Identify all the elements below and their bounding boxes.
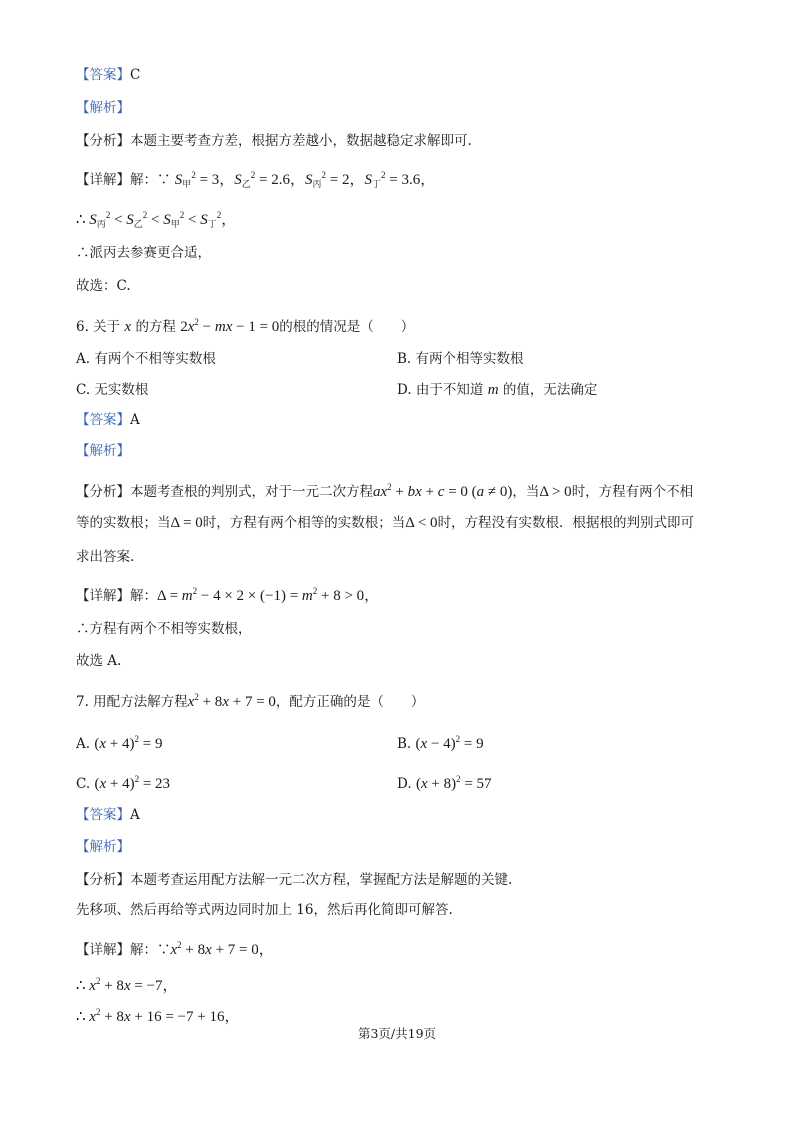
q5-detail-line — [76, 166, 435, 193]
q6-answer-line — [76, 411, 140, 429]
q7-step-1 — [76, 972, 178, 995]
fenxi-tag: 【分析】 — [76, 484, 130, 500]
q6-option-d — [397, 381, 597, 399]
q7-option-d-formula: $(x + 8)^2 = 57$ — [415, 774, 492, 792]
q7-option-a: A. $(x + 4)^2 = 9$ — [76, 734, 163, 752]
q6-stem-post: 的根的情况是（ ） — [279, 319, 415, 335]
q5-analysis-line — [76, 99, 130, 117]
q7-stem — [76, 688, 424, 711]
q5-choice: 故选：C. — [76, 278, 131, 294]
q6-fenxi-1b: ，当 — [512, 484, 540, 500]
q6-equation: $2x^2$ − mx − 1 = 0 — [180, 317, 280, 335]
fenxi-tag: 【分析】 — [76, 133, 130, 149]
q7-stem-pre: 7. 用配方法解方程 — [76, 694, 188, 710]
q5-compare-formula: ∴ $S_丙^2 < S_乙^2 < S_甲^2 < S_丁^2$， — [76, 210, 237, 229]
q7-option-a-formula: $(x + 4)^2 = 9$ — [94, 734, 163, 752]
q5-conclusion: ∴派丙去参赛更合适， — [76, 245, 211, 261]
q6-fenxi-line-3: 求出答案. — [76, 549, 135, 565]
q5-answer: C — [130, 67, 141, 83]
q5-answer-line — [76, 66, 140, 84]
q5-compare-line — [76, 206, 236, 233]
q7-step-1-formula: ∴ $x^2 + 8x = -7$， — [76, 976, 178, 994]
q6-option-a: A. 有两个不相等实数根 — [76, 351, 216, 367]
q7-answer-line — [76, 806, 140, 824]
q7-option-d: D. $(x + 8)^2 = 57$ — [397, 774, 492, 792]
q6-discriminant: $\Delta = m^2 - 4 \times 2 \times (-1) = m^2 + 8 > 0$， — [157, 586, 380, 604]
q6-fenxi-2a: 等的实数根；当 — [76, 515, 171, 531]
q7-step-2 — [76, 1003, 239, 1026]
q6-fenxi-2c: 时，方程没有实数根．根据根的判别式即可 — [437, 515, 695, 531]
detail-tag: 【详解】 — [76, 172, 130, 188]
q6-var-m: m — [487, 382, 499, 398]
q5-variance-formula: $S_甲^2 = 3$，$S_乙^2 = 2.6$，$S_丙^2 = 2$，$S_丁^2 = 3.6$， — [174, 170, 436, 189]
q6-delta-eq: Δ = 0 — [170, 515, 203, 531]
q6-fenxi-1c: 时，方程有两个不相 — [571, 484, 694, 500]
q7-equation: $x^2 + 8x + 7 = 0$ — [187, 692, 276, 710]
analysis-tag: 【解析】 — [76, 443, 130, 459]
q7-fenxi-line-1 — [76, 871, 512, 889]
q6-option-b: B. 有两个相等实数根 — [397, 351, 524, 367]
answer-tag: 【答案】 — [76, 67, 130, 83]
q5-fenxi-line — [76, 132, 472, 150]
q7-step-2-formula: ∴ $x^2 + 8x + 16 = -7 + 16$， — [76, 1007, 240, 1025]
q6-option-c: C. 无实数根 — [76, 382, 149, 398]
q6-stem-mid: 的方程 — [135, 319, 176, 335]
q6-stem — [76, 313, 414, 336]
page-footer: 第3页/共19页 — [357, 1026, 437, 1041]
q6-detail-prefix: 解： — [130, 588, 157, 604]
q6-option-d-post: 的值，无法确定 — [502, 382, 598, 398]
q7-detail-prefix: 解：∵ — [130, 942, 171, 958]
fenxi-tag: 【分析】 — [76, 872, 130, 888]
analysis-tag: 【解析】 — [76, 839, 130, 855]
detail-tag: 【详解】 — [76, 942, 130, 958]
q7-detail-line — [76, 936, 274, 959]
q6-general-eq: $ax^2$ + bx + c = 0 (a ≠ 0) — [373, 482, 513, 500]
q7-stem-post: ，配方正确的是（ ） — [275, 694, 425, 710]
detail-tag: 【详解】 — [76, 588, 130, 604]
q7-option-b-formula: $(x - 4)^2 = 9$ — [415, 734, 484, 752]
q6-analysis-line — [76, 442, 130, 460]
q7-detail-eq: $x^2 + 8x + 7 = 0$， — [170, 940, 274, 958]
q6-stem-pre: 6. 关于 — [76, 319, 121, 335]
q6-fenxi-2b: 时，方程有两个相等的实数根；当 — [202, 515, 406, 531]
q6-answer: A — [130, 412, 140, 428]
q6-option-d-pre: D. 由于不知道 — [397, 382, 484, 398]
q7-fenxi-line-2: 先移项、然后再给等式两边同时加上 16，然后再化简即可解答. — [76, 902, 453, 918]
q6-fenxi-line-1 — [76, 478, 693, 501]
q6-fenxi-line-2 — [76, 514, 694, 532]
q7-option-c: C. $(x + 4)^2 = 23$ — [76, 774, 171, 792]
q6-delta-lt: Δ < 0 — [405, 515, 438, 531]
answer-tag: 【答案】 — [76, 412, 130, 428]
q6-conclusion: ∴方程有两个不相等实数根， — [76, 621, 252, 637]
q6-detail-line — [76, 582, 379, 605]
q6-choice: 故选 A. — [76, 653, 122, 669]
q7-analysis-line — [76, 838, 130, 856]
q5-detail-prefix: 解：∵ — [130, 172, 171, 188]
q7-fenxi-1: 本题考查运用配方法解一元二次方程，掌握配方法是解题的关键. — [130, 872, 513, 888]
q6-fenxi-1a: 本题考查根的判别式，对于一元二次方程 — [130, 484, 373, 500]
q7-option-c-formula: $(x + 4)^2 = 23$ — [94, 774, 171, 792]
answer-tag: 【答案】 — [76, 807, 130, 823]
analysis-tag: 【解析】 — [76, 100, 130, 116]
q5-fenxi-text: 本题主要考查方差，根据方差越小，数据越稳定求解即可. — [130, 133, 472, 149]
q7-option-b: B. $(x - 4)^2 = 9$ — [397, 734, 484, 752]
q6-delta-gt: Δ > 0 — [539, 484, 572, 500]
q7-answer: A — [130, 807, 140, 823]
q6-var-x: x — [124, 319, 132, 335]
